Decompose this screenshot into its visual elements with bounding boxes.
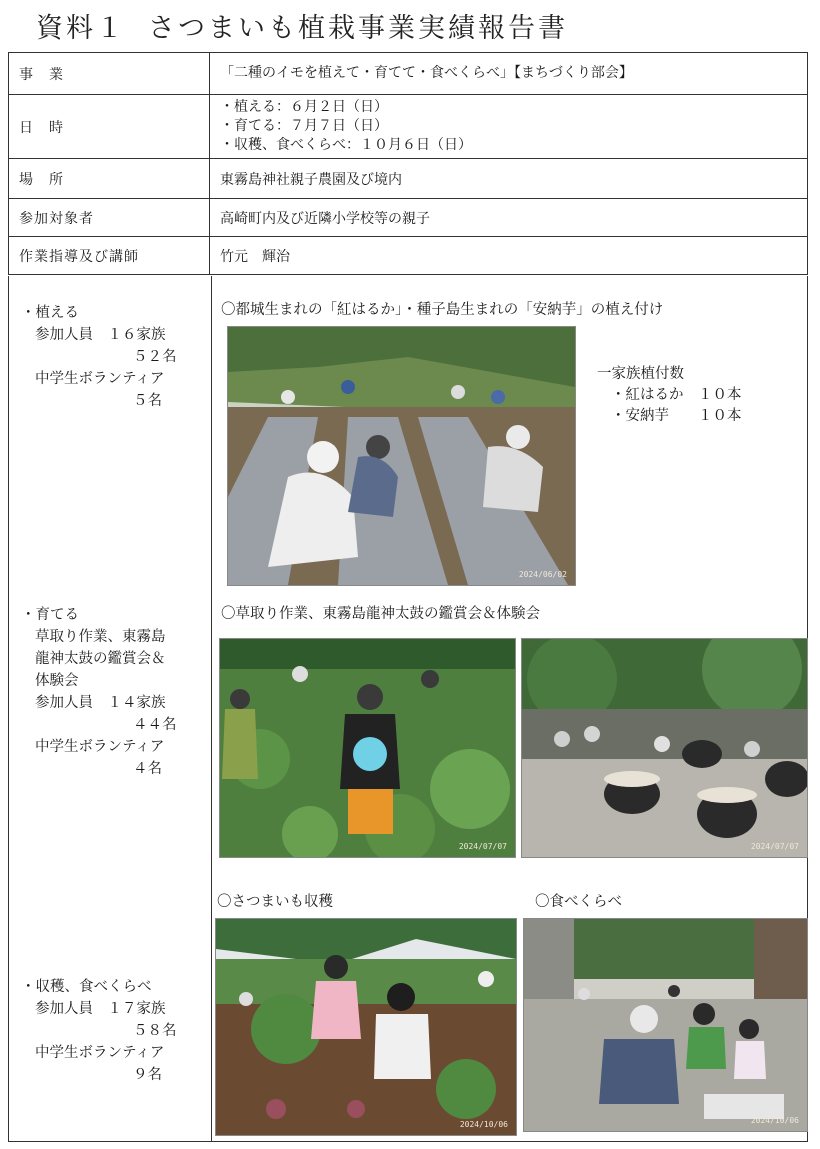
harvest-families: 参加人員 １７家族 [35, 1001, 166, 1017]
grow-caption: 〇草取り作業、東霧島龍神太鼓の鑑賞会＆体験会 [221, 606, 540, 622]
plant-volunteer-count: ５名 [133, 393, 162, 409]
harvest-heading: ・収穫、食べくらべ [21, 979, 152, 995]
info-value [210, 95, 808, 159]
tasting-photo [523, 918, 808, 1132]
column-divider [211, 276, 212, 1142]
info-row-instructor [9, 237, 808, 275]
grow-summary [21, 604, 177, 780]
plant-heading: ・植える [21, 305, 79, 321]
tasting-scene [524, 919, 807, 1131]
document-number: 資料１ [36, 13, 126, 44]
plant-people: ５２名 [133, 349, 177, 365]
planting-count-note [597, 364, 742, 427]
harvest-photo [215, 918, 517, 1136]
weeding-photo [219, 638, 516, 858]
photo-date: 2024/07/07 [458, 842, 507, 851]
info-row-datetime [9, 95, 808, 159]
plant-summary [21, 302, 177, 412]
grow-desc-2: 龍神太鼓の鑑賞会＆ [35, 651, 166, 667]
info-label: 場 所 [9, 159, 210, 199]
photo-date: 2024/06/02 [518, 570, 567, 579]
harvest-caption: 〇さつまいも収穫 [217, 894, 333, 910]
grow-desc-3: 体験会 [35, 673, 79, 689]
info-label: 日 時 [9, 95, 210, 159]
info-value: 竹元 輝治 [210, 237, 808, 275]
document-main-title: さつまいも植栽事業実績報告書 [148, 13, 568, 44]
info-value [210, 53, 808, 95]
info-value: 高崎町内及び近隣小学校等の親子 [210, 199, 808, 237]
weeding-scene [220, 639, 515, 857]
info-row-participants [9, 199, 808, 237]
taiko-scene [522, 639, 807, 857]
grow-families: 参加人員 １４家族 [35, 695, 166, 711]
info-label: 参加対象者 [9, 199, 210, 237]
grow-volunteer-label: 中学生ボランティア [35, 739, 165, 755]
harvest-summary [21, 976, 177, 1086]
harvest-people: ５８名 [133, 1023, 177, 1039]
date-plant: ・植える：６月２日（日） [220, 99, 388, 115]
photo-date: 2024/10/06 [459, 1120, 508, 1129]
planting-scene [228, 327, 575, 585]
taste-caption: 〇食べくらべ [535, 894, 622, 910]
date-grow: ・育てる：７月７日（日） [220, 118, 388, 134]
activity-panel [8, 276, 808, 1142]
note-item-annou: ・安納芋 １０本 [611, 408, 742, 424]
info-row-place [9, 159, 808, 199]
planting-photo [227, 326, 576, 586]
info-table [8, 52, 808, 275]
harvest-volunteer-label: 中学生ボランティア [35, 1045, 165, 1061]
harvest-volunteer-count: ９名 [133, 1067, 162, 1083]
info-value: 東霧島神社親子農園及び境内 [210, 159, 808, 199]
grow-volunteer-count: ４名 [133, 761, 162, 777]
plant-caption: 〇都城生まれの「紅はるか」・種子島生まれの「安納芋」の植え付け [221, 302, 664, 318]
date-harvest: ・収穫、食べくらべ：１０月６日（日） [220, 137, 472, 153]
info-label: 作業指導及び講師 [9, 237, 210, 275]
info-label: 事 業 [9, 53, 210, 95]
harvest-scene [216, 919, 516, 1135]
document-title [36, 6, 568, 45]
grow-desc-1: 草取り作業、東霧島 [35, 629, 166, 645]
note-title: 一家族植付数 [597, 366, 684, 382]
info-row-project [9, 53, 808, 95]
grow-heading: ・育てる [21, 607, 79, 623]
taiko-photo [521, 638, 808, 858]
photo-date: 2024/10/06 [750, 1116, 799, 1125]
project-name: 「二種のイモを植えて・育てて・食べくらべ」【まちづくり部会】 [220, 65, 633, 81]
grow-people: ４４名 [133, 717, 177, 733]
plant-families: 参加人員 １６家族 [35, 327, 166, 343]
photo-date: 2024/07/07 [750, 842, 799, 851]
plant-volunteer-label: 中学生ボランティア [35, 371, 165, 387]
note-item-beniharuka: ・紅はるか １０本 [611, 387, 742, 403]
